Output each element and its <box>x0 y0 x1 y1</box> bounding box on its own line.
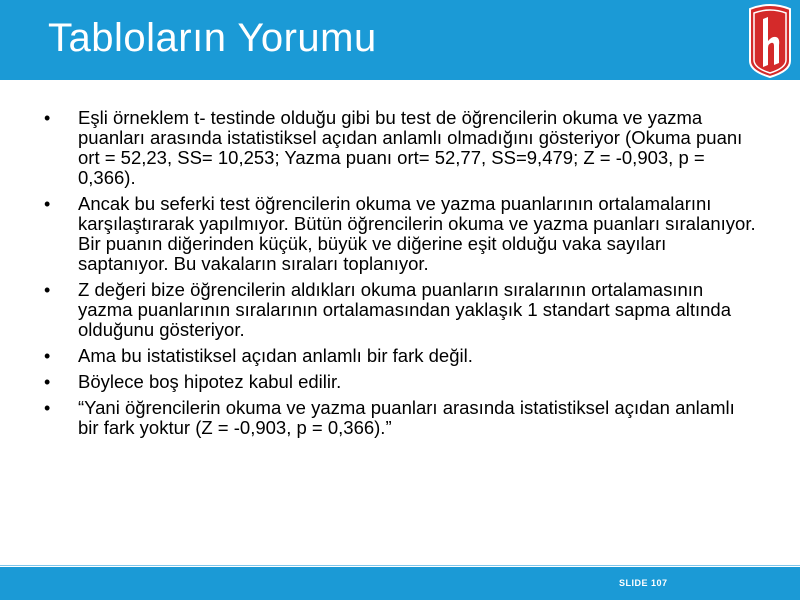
footer-divider <box>0 565 800 566</box>
bullet-marker: • <box>44 372 51 392</box>
logo-shield-svg <box>746 3 794 79</box>
bullet-marker: • <box>44 108 51 128</box>
bullet-item <box>40 194 760 274</box>
hacettepe-h-logo-icon <box>746 3 794 79</box>
bullet-text: Ama bu istatistiksel açıdan anlamlı bir fark değil. <box>78 345 473 366</box>
bullet-text: Böylece boş hipotez kabul edilir. <box>78 371 342 392</box>
bullet-list <box>40 108 760 438</box>
bullet-text: Z değeri bize öğrencilerin aldıkları okuma puanların sıralarının ortalamasının yazma puanlarının sıralarının ortalamasından yaklaşık 1 standart sapma altında olduğunu gösteriyor. <box>78 279 731 340</box>
slide-number: SLIDE 107 <box>619 578 668 588</box>
bullet-item <box>40 398 760 438</box>
bullet-text: Eşli örneklem t- testinde olduğu gibi bu test de öğrencilerin okuma ve yazma puanları arasında istatistiksel açıdan anlamlı olmadığını gösteriyor (Okuma puanı ort = 52,23, SS= 10,253; Yazma puanı ort= 52,77, SS=9,479; Z = -0,903, p = 0,366). <box>78 107 743 188</box>
bullet-item <box>40 108 760 188</box>
bullet-item <box>40 280 760 340</box>
bullet-marker: • <box>44 346 51 366</box>
bullet-item <box>40 346 760 366</box>
bullet-text: Ancak bu seferki test öğrencilerin okuma ve yazma puanlarının ortalamalarını karşılaştırarak yapılmıyor. Bütün öğrencilerin okuma ve yazma puanları sıralanıyor. Bir puanın diğerinden küçük, büyük ve diğerine eşit olduğu vaka sayıları saptanıyor. Bu vakaların sıraları toplanıyor. <box>78 193 756 274</box>
header-bar <box>0 0 800 80</box>
bullet-marker: • <box>44 280 51 300</box>
slide-content <box>40 108 760 444</box>
bullet-text: “Yani öğrencilerin okuma ve yazma puanları arasında istatistiksel açıdan anlamlı bir fark yoktur (Z = -0,903, p = 0,366).” <box>78 397 735 438</box>
footer-bar <box>0 567 800 600</box>
slide-title: Tabloların Yorumu <box>48 16 377 60</box>
bullet-marker: • <box>44 194 51 214</box>
bullet-item <box>40 372 760 392</box>
bullet-marker: • <box>44 398 51 418</box>
